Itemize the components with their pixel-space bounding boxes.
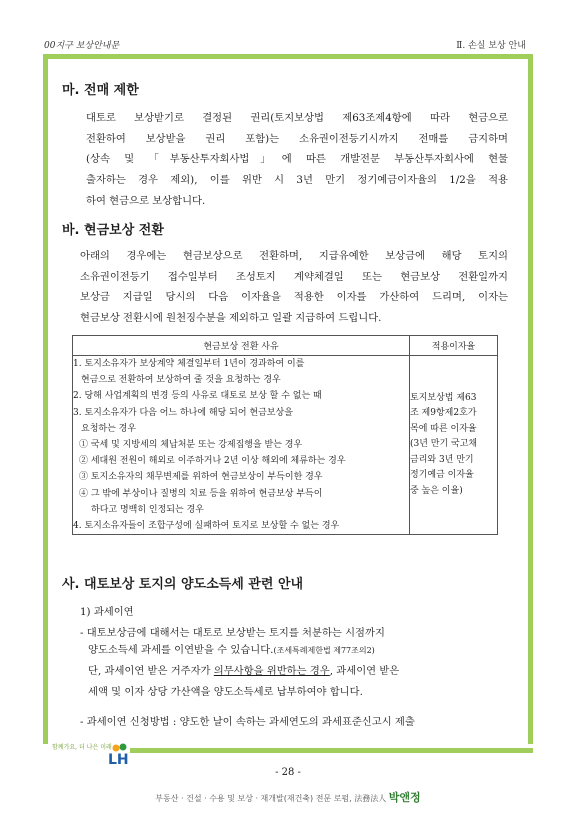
bullet-tax-deferral-line1: - 대토보상금에 대해서는 대토로 보상받는 토지를 처분하는 시점까지 <box>80 627 385 639</box>
text-line: , 과세이연 받은 <box>329 665 400 677</box>
text-line: 대토로 보상받기로 결정된 권리(토지보상법 제63조제4항에 따라 현금으로 <box>86 112 508 124</box>
text-line: 양도소득세 과세를 이연받을 수 있습니다. <box>88 644 274 656</box>
text-line: 전환하여 보상받을 권리 포함)는 소유권이전등기시까지 전매를 금지하며 <box>86 132 508 145</box>
rate-line: 정기예금 이자율 <box>410 470 474 481</box>
cash-conversion-table <box>72 335 498 535</box>
section-title-cash-conversion: 바. 현금보상 전환 <box>62 223 164 238</box>
reason-line: 4. 토지소유자들이 조합구성에 실패하여 토지로 보상할 수 없는 경우 <box>73 521 340 532</box>
logo-slogan: 함께가요, 더 나은 미래 <box>52 744 112 751</box>
bullet-tax-deferral-body <box>88 640 399 703</box>
rate-line: 토지보상법 제63 <box>410 392 477 403</box>
section-title-resale-restriction: 마. 전매 제한 <box>62 83 139 98</box>
text-line: (상속 및 「부동산투자회사법」에 따른 개발전문 부동산투자회사에 현물 <box>86 153 508 166</box>
text-line: 출자하는 경우 제외), 이를 위반 시 3년 만기 정기예금이자율의 1/2을 적용 <box>86 174 508 187</box>
section-body-resale-restriction <box>86 108 508 212</box>
bullet-application-method: - 과세이연 신청방법 : 양도한 날이 속하는 과세연도의 과세표준신고시 제출 <box>80 716 415 728</box>
reason-line: ③ 토지소유자의 채무변제를 위하여 현금보상이 부득이한 경우 <box>79 472 323 483</box>
text-line: 하여 현금으로 보상합니다. <box>86 194 206 207</box>
reason-line: 현금으로 전환하여 보상하여 줄 것을 요청하는 경우 <box>81 375 281 386</box>
rate-line: 중 높은 이율) <box>410 485 463 496</box>
reason-line: 요청하는 경우 <box>81 423 137 434</box>
rate-line: 조 제9항제2호가 <box>410 408 477 419</box>
reason-line: 1. 토지소유자가 보상계약 체결일부터 1년이 경과하여 이를 <box>73 359 305 369</box>
underlined-obligation-text: 의무사항을 위반하는 경우 <box>213 665 330 677</box>
footer <box>0 789 576 805</box>
reason-line: 2. 당해 사업계획의 변경 등의 사유로 대토로 보상 할 수 없는 때 <box>73 391 322 402</box>
section-body-cash-conversion <box>80 246 508 329</box>
text-line: 세액 및 이자 상당 가산액을 양도소득세로 납부하여야 합니다. <box>88 686 363 698</box>
table-header-row <box>73 336 498 356</box>
text-line: 보상금 지급일 당시의 다음 이자율을 적용한 이자를 가산하여 드리며, 이자는 <box>80 291 508 304</box>
reason-line: ④ 그 밖에 부상이나 질병의 치료 등을 위하여 현금보상 부득이 <box>79 488 323 499</box>
text-line: 아래의 경우에는 현금보상으로 전환하며, 지급유예한 보상금에 해당 토지의 <box>80 250 508 262</box>
page-frame-bottom <box>130 748 533 753</box>
rate-line: (3년 만기 국고채 <box>410 439 478 450</box>
table-cell-interest-rate <box>410 356 498 535</box>
law-reference: (조세특례제한법 제77조의2) <box>273 646 375 655</box>
text-line: 단, 과세이연 받은 거주자가 <box>88 665 214 677</box>
reason-line: ② 세대원 전원이 해외로 이주하거나 2년 이상 해외에 체류하는 경우 <box>79 456 346 467</box>
header-chapter-title: Ⅱ. 손실 보상 안내 <box>456 41 526 51</box>
subsection-title-tax-deferral: 1) 과세이연 <box>80 606 134 618</box>
table-header-reason: 현금보상 전환 사유 <box>73 336 410 356</box>
rate-line: 금리와 3년 만기 <box>410 454 474 465</box>
reason-line: 3. 토지소유자가 다음 어느 하나에 해당 되어 현금보상을 <box>73 407 293 418</box>
table-header-rate: 적용이자율 <box>410 336 498 356</box>
text-line: 현금보상 전환시에 원천징수분을 제외하고 일괄 지급하여 드립니다. <box>80 312 382 325</box>
footer-firm-name: 박앤정 <box>388 791 421 804</box>
table-row <box>73 356 498 535</box>
reason-line: 하다고 명백히 인정되는 경우 <box>91 504 204 515</box>
header-document-title: 00지구 보상안내문 <box>44 41 120 51</box>
section-title-capital-gains-tax: 사. 대토보상 토지의 양도소득세 관련 안내 <box>62 577 304 592</box>
lh-logo-text: LH <box>108 752 129 768</box>
table-cell-reasons <box>73 356 410 535</box>
footer-text: 부동산 · 건설 · 수용 및 보상 · 재개발(재건축) 전문 로펌, 法務法人 <box>155 794 387 803</box>
rate-line: 목에 따른 이자율 <box>410 423 477 434</box>
text-line: 소유권이전등기 접수일부터 조성토지 계약체결일 또는 현금보상 전환일까지 <box>80 270 508 283</box>
reason-line: ① 국세 및 지방세의 체납처분 또는 강제집행을 받는 경우 <box>79 440 303 451</box>
page-number: - 28 - <box>275 767 301 778</box>
